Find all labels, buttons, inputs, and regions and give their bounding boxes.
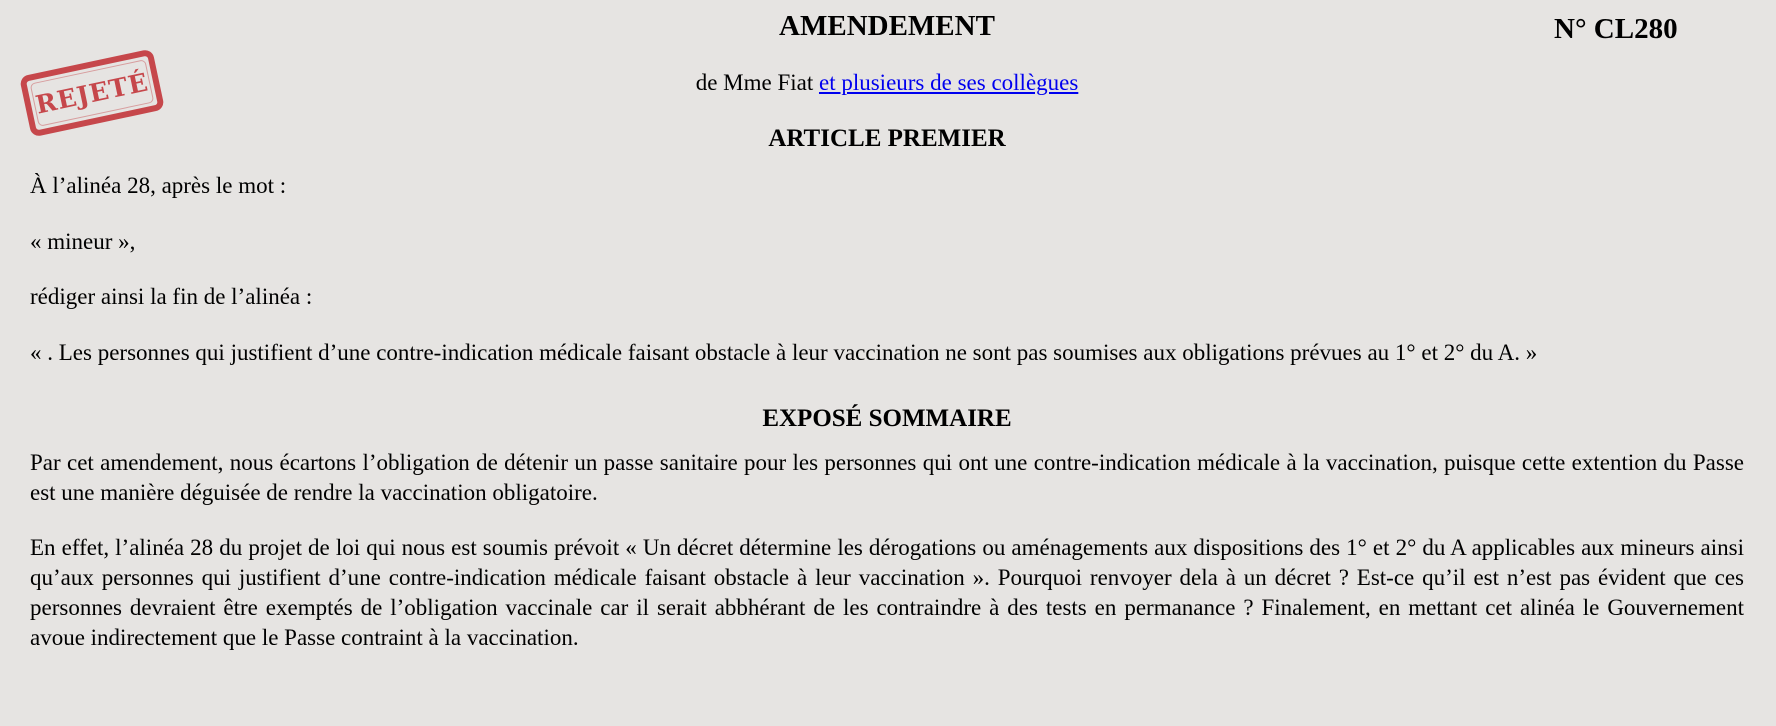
authors-line (30, 68, 1744, 98)
article-heading: ARTICLE PREMIER (768, 125, 1006, 152)
document-title: AMENDEMENT (779, 10, 995, 42)
article-paragraph: « . Les personnes qui justifient d’une contre-indication médicale faisant obstacle à leur vaccination ne sont pas soumises aux obligations prévues au 1° et 2° du A. » (30, 340, 1538, 365)
expose-paragraph: Par cet amendement, nous écartons l’obligation de détenir un passe sanitaire pour les personnes qui ont une contre-indication médicale à la vaccination, puisque cette extention du Passe est une manière déguisée de rendre la vaccination obligatoire. (30, 450, 1744, 505)
amendment-number: N° CL280 (1554, 13, 1678, 45)
expose-heading: EXPOSÉ SOMMAIRE (762, 405, 1012, 432)
co-authors-link[interactable]: et plusieurs de ses collègues (818, 70, 1079, 95)
article-paragraph: À l’alinéa 28, après le mot : (30, 173, 287, 198)
authors-prefix: de Mme Fiat (695, 70, 819, 95)
stamp-label: REJETÉ (33, 66, 151, 120)
article-paragraph: rédiger ainsi la fin de l’alinéa : (30, 284, 313, 309)
article-paragraph: « mineur », (30, 229, 136, 254)
expose-paragraph: En effet, l’alinéa 28 du projet de loi qui nous est soumis prévoit « Un décret détermine les dérogations ou aménagements aux dispositions des 1° et 2° du A applicables aux mineurs ainsi qu’aux personnes qui justifient d’une contre-indication médicale faisant obstacle à leur vaccination ». Pourquoi renvoyer dela à un décret ? Est-ce qu’il est n’est pas évident que ces personnes devraient être exemptés de l’obligation vaccinale car il serait abbhérant de les contraindre à des tests en permanance ? Finalement, en mettant cet alinéa le Gouvernement avoue indirectement que le Passe contraint à la vaccination. (30, 535, 1744, 650)
